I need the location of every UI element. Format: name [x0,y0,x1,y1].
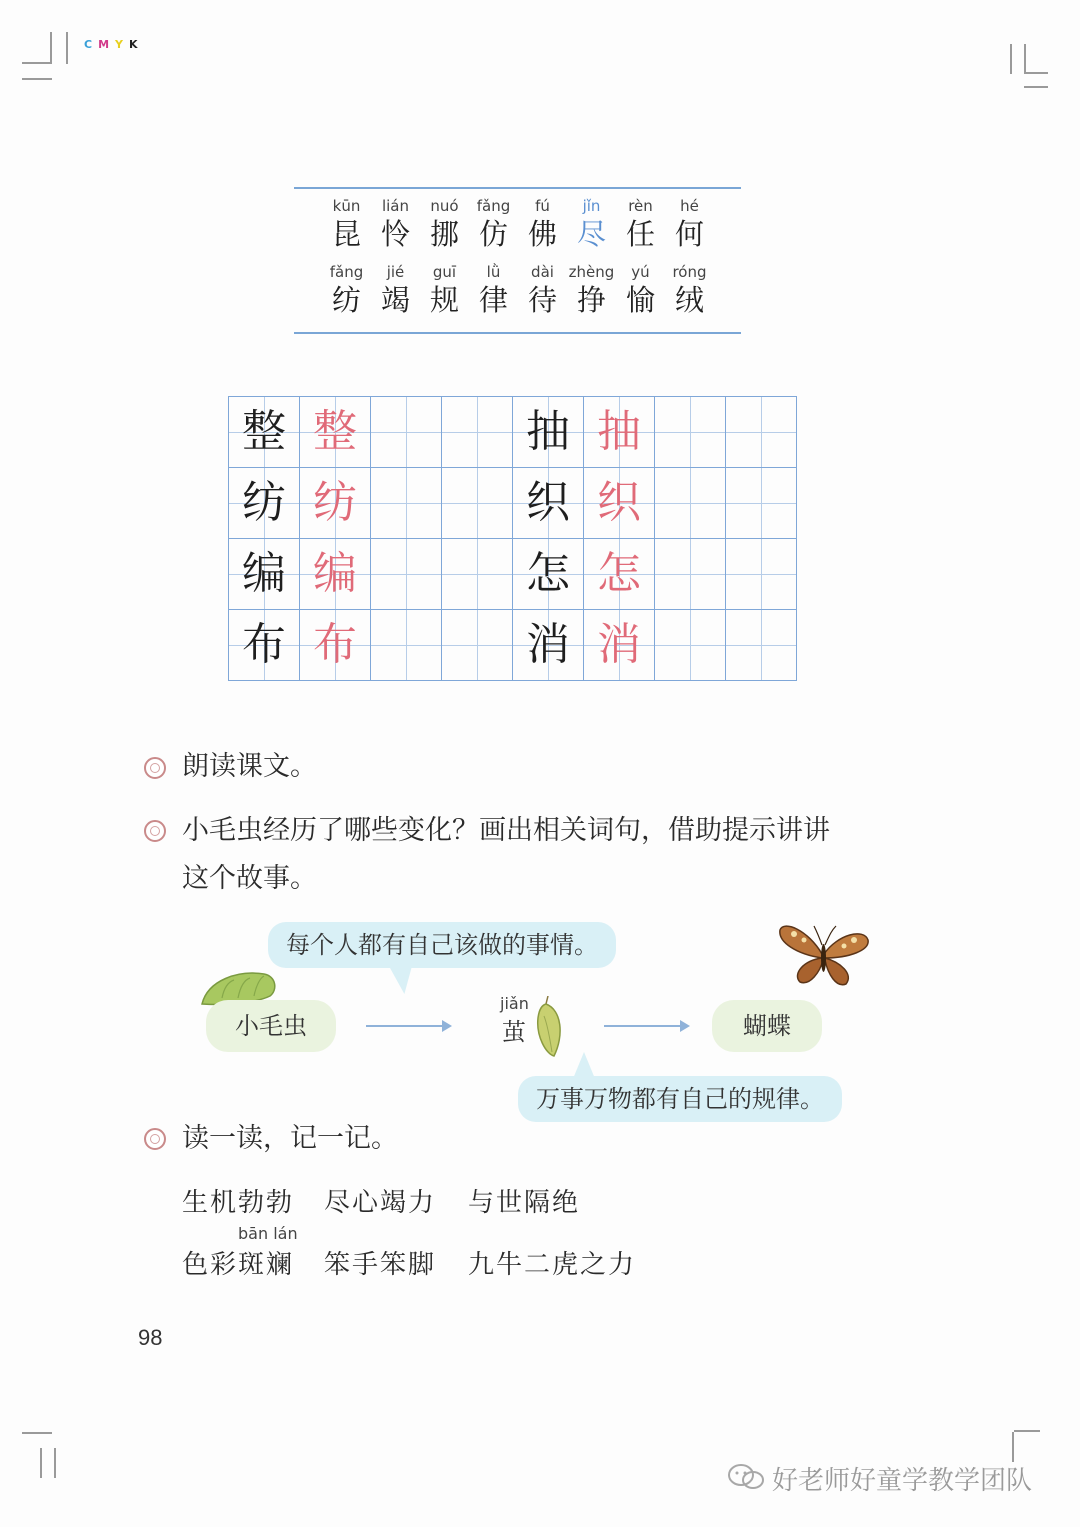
speech-bubble-top: 每个人都有自己该做的事情。 [268,922,616,968]
crop-mark [66,32,68,64]
task-read-memorize: 读一读，记一记。 [182,1123,398,1154]
grid-blank-cell[interactable] [655,468,726,539]
grid-blank-cell[interactable] [655,539,726,610]
vocab-row-2 [322,262,714,318]
idiom: 生机勃勃 [182,1188,295,1218]
grid-row [229,468,797,539]
speech-bubble-bottom: 万事万物都有自己的规律。 [518,1076,842,1122]
exercise-bullet-icon [144,1128,166,1150]
crop-mark [50,32,52,64]
vocab-cell: jié 竭 [380,263,410,317]
idiom: 尽心竭力 [324,1188,437,1218]
grid-row [229,397,797,468]
cocoon-icon [532,996,566,1060]
page-number: 98 [138,1325,163,1350]
grid-model-char: 纺 [229,468,300,539]
vocab-row-1 [322,196,714,252]
crop-mark [40,1448,42,1478]
task-retell-line-1: 小毛虫经历了哪些变化？画出相关词句，借助提示讲讲 [182,815,830,846]
grid-model-char: 抽 [513,397,584,468]
grid-blank-cell[interactable] [371,397,442,468]
vocab-cell: nuó 挪 [429,197,459,251]
vocab-cell: dài 待 [527,263,557,317]
task-retell-line-2: 这个故事。 [182,863,317,894]
grid-trace-char: 纺 [300,468,371,539]
task-read-aloud: 朗读课文。 [182,751,317,782]
vocab-cell-highlighted: jǐn 尽 [576,197,606,251]
grid-row [229,610,797,681]
vocab-cell: lián 怜 [380,197,410,251]
grid-blank-cell[interactable] [442,468,513,539]
grid-model-char: 怎 [513,539,584,610]
grid-model-char: 织 [513,468,584,539]
stage-butterfly: 蝴蝶 [712,1000,822,1052]
grid-trace-char: 整 [300,397,371,468]
grid-blank-cell[interactable] [371,610,442,681]
stage-caterpillar: 小毛虫 [206,1000,336,1052]
vocab-cell: yú 愉 [625,263,655,317]
crop-mark [1024,72,1048,74]
grid-blank-cell[interactable] [442,539,513,610]
vocab-cell: rèn 任 [625,197,655,251]
idiom: 与世隔绝 [468,1188,581,1218]
crop-mark [22,62,52,64]
grid-blank-cell[interactable] [726,539,797,610]
vocab-cell: róng 绒 [672,263,707,317]
butterfly-icon [778,920,870,990]
crop-mark [22,1432,52,1434]
crop-mark [1024,86,1048,88]
vocab-cell: lǜ 律 [478,263,508,317]
grid-model-char: 消 [513,610,584,681]
vocab-cell: fú 佛 [527,197,557,251]
grid-model-char: 布 [229,610,300,681]
grid-blank-cell[interactable] [655,397,726,468]
exercise-bullet-icon [144,820,166,842]
arrow-2 [604,1025,688,1027]
grid-trace-char: 布 [300,610,371,681]
vocab-cell: fǎng 纺 [329,263,364,317]
crop-mark [1012,1432,1014,1462]
vocab-cell: fǎng 仿 [476,197,511,251]
crop-mark [1014,1430,1040,1432]
grid-model-char: 编 [229,539,300,610]
arrow-1 [366,1025,450,1027]
grid-blank-cell[interactable] [726,468,797,539]
watermark-text: 好老师好童学教学团队 [772,1466,1033,1496]
idiom: 笨手笨脚 [324,1250,437,1280]
vocab-top-rule [294,187,741,189]
crop-mark [22,78,52,80]
grid-blank-cell[interactable] [371,468,442,539]
grid-blank-cell[interactable] [726,397,797,468]
idiom-pinyin: bān lán [238,1224,298,1243]
grid-trace-char: 编 [300,539,371,610]
crop-mark [1010,44,1012,74]
vocab-bottom-rule [294,332,741,334]
grid-row [229,539,797,610]
vocab-cell: guī 规 [429,263,459,317]
grid-blank-cell[interactable] [371,539,442,610]
stage-cocoon: 茧 [502,1018,526,1046]
wechat-icon [726,1462,766,1492]
grid-blank-cell[interactable] [442,397,513,468]
crop-mark [1024,44,1026,74]
grid-trace-char: 抽 [584,397,655,468]
idiom: 九牛二虎之力 [468,1250,637,1280]
grid-blank-cell[interactable] [442,610,513,681]
exercise-bullet-icon [144,757,166,779]
vocab-cell: zhèng 挣 [568,263,615,317]
vocab-cell: hé 何 [674,197,704,251]
grid-blank-cell[interactable] [655,610,726,681]
grid-model-char: 整 [229,397,300,468]
grid-trace-char: 织 [584,468,655,539]
idiom: 色彩斑斓 [182,1250,295,1280]
vocab-cell: kūn 昆 [331,197,361,251]
grid-blank-cell[interactable] [726,610,797,681]
cmyk-registration: CMYK [84,38,144,51]
crop-mark [54,1448,56,1478]
cocoon-pinyin: jiǎn [500,994,529,1013]
grid-trace-char: 消 [584,610,655,681]
writing-grid [228,396,797,681]
grid-trace-char: 怎 [584,539,655,610]
